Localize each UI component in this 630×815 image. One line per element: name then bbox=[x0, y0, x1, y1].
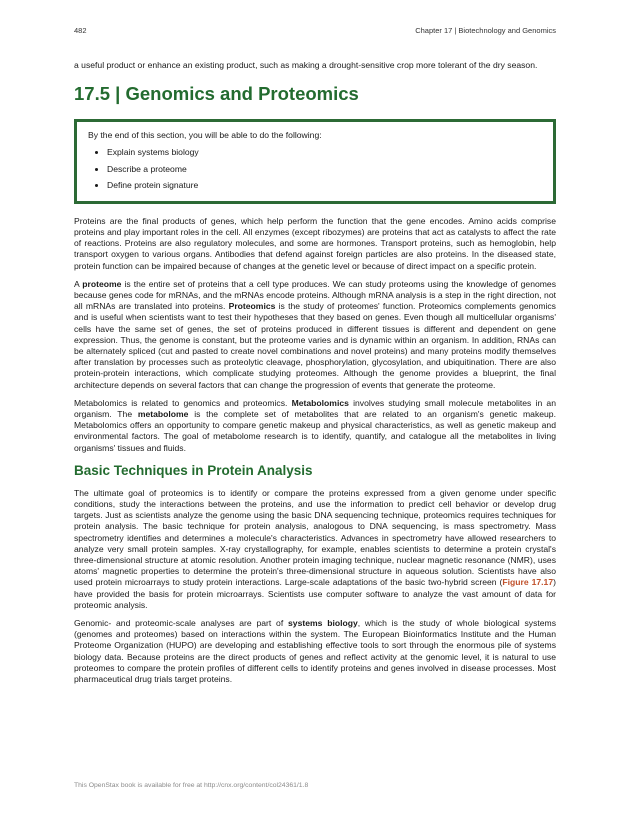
page-number: 482 bbox=[74, 26, 87, 35]
text-run: Metabolomics is related to genomics and proteomics. bbox=[74, 397, 292, 408]
text-run: The ultimate goal of proteomics is to identify or compare the proteins expressed from a given genome under specific conditions, study the interactions between the proteins, and use the information to predict cell behavior or develop drug targets. Just as scientists analyze the genome using the basic DNA sequencing technique, proteomics requires techniques for protein analysis. The basic technique for protein analysis, analogous to DNA sequencing, is mass spectrometry. Mass spectrometry identifies and determines a molecule's characteristics. Advances in spectrometry have allowed researchers to analyze very small protein samples. X-ray crystallography, for example, enables scientists to determine a protein crystal's three-dimensional structure at atomic resolution. Another protein imaging technique, nuclear magnetic resonance (NMR), uses atoms' magnetic properties to determine the protein's three-dimensional structure in aqueous solution. Scientists have also used protein microarrays to study protein interactions. Large-scale adaptations of the basic two-hybrid screen ( bbox=[74, 487, 556, 588]
paragraph-techniques bbox=[74, 488, 556, 611]
objective-item: • Explain systems biology bbox=[107, 147, 542, 158]
text-run: , which is the study of whole biological systems (genomes and proteomes) based on interactions within the system. The European Bioinformatics Institute and the Human Proteome Organization (HUPO) are developing and establishing effective tools to sort through the enormous pile of systems biology data. Because proteins are the direct products of genes and reflect activity at the genomic level, it is natural to use proteomes to compare the protein profiles of different cells to identify proteins and genes involved in disease processes. Most pharmaceutical drug trials target proteins. bbox=[74, 618, 556, 685]
text-run: A bbox=[74, 278, 83, 289]
text-run: is the entire set of proteins that a cell type produces. We can study proteoms using the knowledge of genomes because genes code for mRNAs, and the mRNAs encode proteins. Although mRNA analysis is a step in the right direction, not all mRNAs are translated into proteins. bbox=[74, 278, 556, 312]
section-title: 17.5 | Genomics and Proteomics bbox=[74, 83, 359, 105]
term-metabolome: metabolome bbox=[137, 408, 189, 419]
figure-link[interactable]: Figure 17.17 bbox=[502, 577, 554, 588]
text-run: Genomic- and proteomic-scale analyses are part of bbox=[74, 618, 289, 628]
objectives-list bbox=[88, 147, 542, 191]
learning-objectives-box bbox=[74, 119, 556, 204]
page-content bbox=[74, 60, 556, 692]
subsection-title: Basic Techniques in Protein Analysis bbox=[74, 462, 313, 478]
text-run: involves studying small molecule metabolites in an organism. The bbox=[74, 397, 556, 419]
chapter-title: Chapter 17 | Biotechnology and Genomics bbox=[415, 26, 556, 35]
text-run: is the complete set of metabolites that are related to an organism's genetic makeup. Metabolomics offers an opportunity to compare genetic makeup and physical characteristics, as well as genetic makeup and environmental factors. The goal of metabolome research is to identify, quantify, and catalogue all the metabolites in living organisms' tissues and fluids. bbox=[74, 408, 556, 453]
term-metabolomics: Metabolomics bbox=[291, 397, 349, 408]
objectives-intro: By the end of this section, you will be able to do the following: bbox=[88, 130, 322, 141]
continuation-paragraph: a useful product or enhance an existing product, such as making a drought-sensitive crop more tolerant of the dry season. bbox=[74, 60, 538, 70]
paragraph-proteins: Proteins are the final products of genes, which help perform the function that the gene encodes. Amino acids comprise proteins and play important roles in the cell. All enzymes (except ribozymes) are proteins that act as catalysts to affect the rate of reactions. Proteins are also regulatory molecules, and some are hormones. Transport proteins, such as hemoglobin, help transport oxygen to various organs. Antibodies that defend against foreign particles are also proteins. In the diseased state, protein function can be impaired because of changes at the genetic level or because of direct impact on a specific protein. bbox=[74, 215, 556, 271]
objective-item: • Define protein signature bbox=[107, 180, 542, 191]
term-systems-biology: systems biology bbox=[288, 618, 358, 628]
page-footer: This OpenStax book is available for free at http://cnx.org/content/col24361/1.8 bbox=[74, 782, 309, 789]
term-proteomics: Proteomics bbox=[228, 301, 276, 312]
paragraph-metabolomics bbox=[74, 398, 556, 454]
term-proteome: proteome bbox=[82, 278, 122, 289]
paragraph-proteome bbox=[74, 279, 556, 391]
text-run: is the study of proteomes' function. Proteomics complements genomics and is useful when scientists want to test their hypotheses that they based on genes. Even though all multicellular organisms' cells have the same set of genes, the set of proteins produced in different tissues is different and dependent on gene expression. Thus, the genome is constant, but the proteome varies and is dynamic within an organism. In addition, RNAs can be alternately spliced (cut and pasted to create novel combinations and novel proteins) and many proteins modify themselves after translation by processes such as proteolytic cleavage, phosphorylation, glycosylation, and ubiquitination. There are also protein-protein interactions, which complicate studying proteomes. Although the genome provides a blueprint, the final architecture depends on several factors that can change the progression of events that generate the proteome. bbox=[74, 301, 556, 390]
text-run: ) have provided the basis for protein microarrays. Scientists use computer software to analyze the vast amount of data for proteomic analysis. bbox=[74, 577, 556, 610]
paragraph-systems-biology bbox=[74, 618, 556, 685]
objective-item: • Describe a proteome bbox=[107, 164, 542, 175]
page-header bbox=[74, 26, 556, 38]
